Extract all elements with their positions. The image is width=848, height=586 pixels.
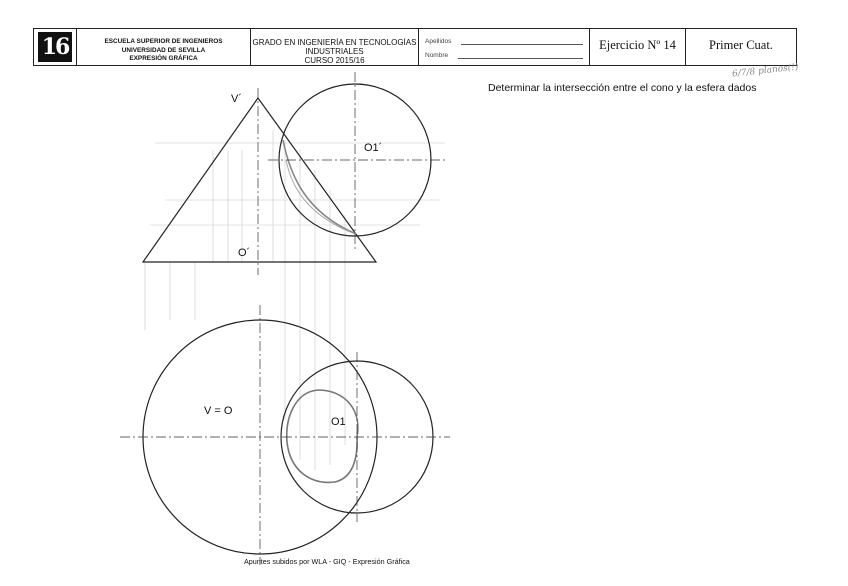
degree-name: GRADO EN INGENIERÍA EN TECNOLOGÍAS xyxy=(252,38,417,47)
course-year: CURSO 2015/16 xyxy=(304,56,365,65)
label-base-center-elevation: O´ xyxy=(238,247,251,259)
label-vertex-elevation: V´ xyxy=(231,93,242,105)
label-sphere-center-plan: O1 xyxy=(331,416,346,428)
label-vertex-plan: V = O xyxy=(204,405,233,417)
surname-label: Apellidos xyxy=(425,38,452,45)
construction-lines xyxy=(145,130,445,470)
term-cell: Primer Cuat. xyxy=(709,38,773,52)
footer-credit: Apuntes subidos por WLA - GIQ - Expresión Gráfica xyxy=(244,557,410,566)
exercise-number: Ejercicio Nº 14 xyxy=(590,29,686,65)
school-name: ESCUELA SUPERIOR DE INGENIEROS xyxy=(104,38,223,45)
exercise-statement: Determinar la intersección entre el cono y la esfera dados xyxy=(488,82,757,94)
name-label: Nombre xyxy=(425,52,449,59)
intersection-curve-plan xyxy=(287,390,358,482)
school-logo: 16 xyxy=(38,32,72,62)
university-name: UNIVERSIDAD DE SEVILLA xyxy=(121,46,206,54)
intersection-curve-elevation-hidden xyxy=(286,160,350,232)
label-sphere-center-elevation: O1´ xyxy=(364,142,383,154)
cone-elevation xyxy=(143,98,376,262)
department-name: EXPRESIÓN GRÁFICA xyxy=(129,55,198,63)
axis-lines-elevation xyxy=(258,72,445,275)
handwritten-note: 6/7/8 planos(!) xyxy=(731,62,799,80)
degree-name-cont: INDUSTRIALES xyxy=(305,47,364,56)
